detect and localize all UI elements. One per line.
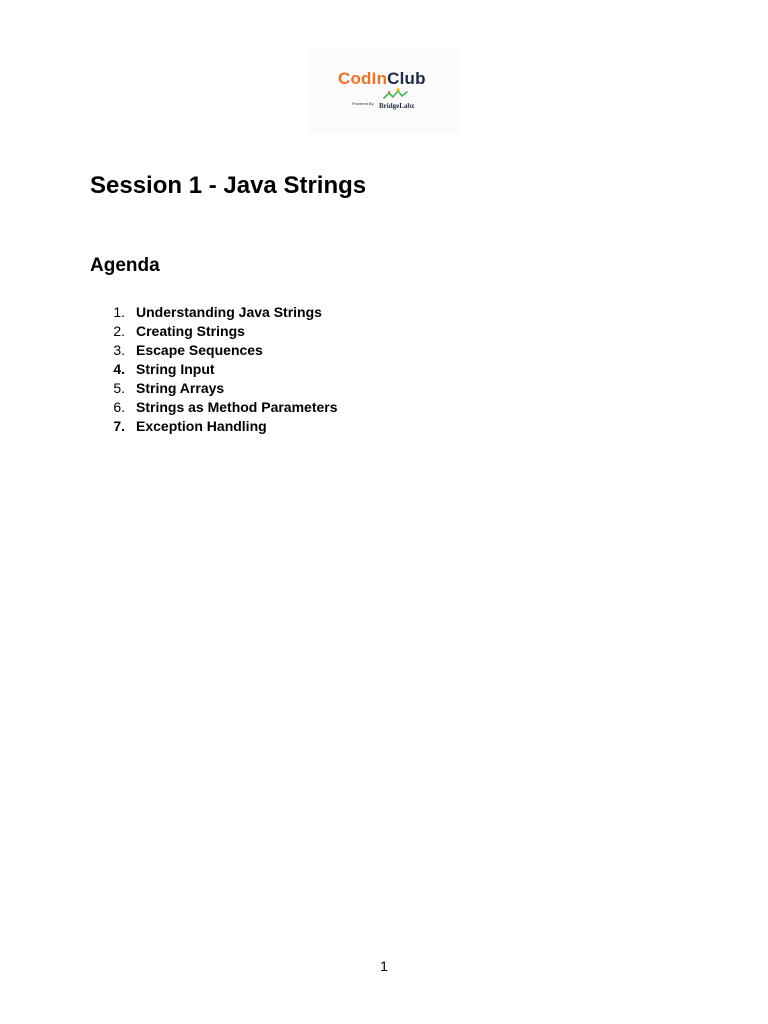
logo-powered-by: Powered By [352,101,374,106]
agenda-item-label: String Arrays [136,380,225,396]
agenda-item [0,398,768,417]
agenda-item [0,360,768,379]
agenda-item-label: String Input [136,361,215,377]
agenda-item-number: 3. [113,342,125,358]
logo-word-codin: CodIn [338,69,388,88]
agenda-item-label: Escape Sequences [136,342,263,358]
agenda-item [0,322,768,341]
agenda-item-number: 5. [113,380,125,396]
agenda-item [0,379,768,398]
bridgelabz-mark-icon [383,88,411,102]
agenda-heading: Agenda [90,255,160,276]
page-title: Session 1 - Java Strings [90,172,367,199]
agenda-item-label: Strings as Method Parameters [136,399,338,415]
agenda-item-label: Exception Handling [136,418,267,434]
agenda-item-number: 4. [113,361,125,377]
codinclub-logo [308,48,459,134]
logo-brand-name: BridgeLabz [379,102,415,110]
agenda-item [0,417,768,436]
agenda-item-label: Understanding Java Strings [136,304,322,320]
agenda-item-number: 2. [113,323,125,339]
agenda-item [0,303,768,322]
logo-word-club: Club [387,69,426,88]
agenda-item-number: 6. [113,399,125,415]
agenda-item-number: 7. [113,418,125,434]
agenda-item [0,341,768,360]
logo-wordmark [338,69,426,89]
page-number: 1 [380,958,388,974]
agenda-item-number: 1. [113,304,125,320]
agenda-list [0,303,768,436]
agenda-item-label: Creating Strings [136,323,245,339]
